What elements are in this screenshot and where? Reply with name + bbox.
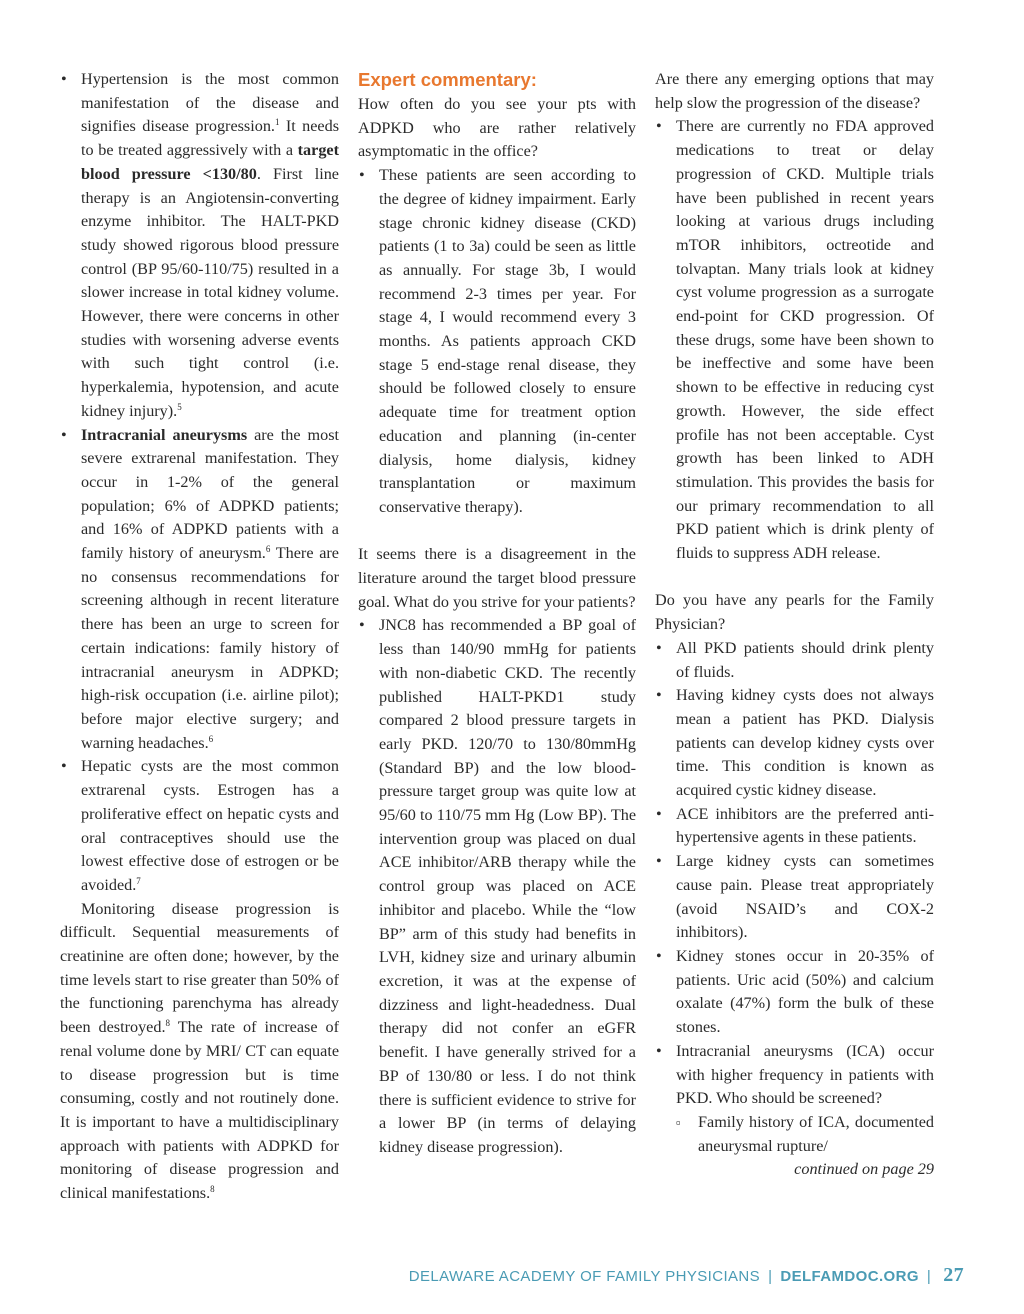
answer-list (358, 164, 636, 520)
footer-url-link[interactable]: DELFAMDOC.ORG (780, 1268, 919, 1285)
ref-marker: 1 (274, 117, 280, 128)
answer-list (655, 115, 934, 565)
pearl-item: • Large kidney cysts can sometimes cause pain. Please treat appropriately (avoid NSAID’s and COX-2 inhibitors). (655, 850, 934, 945)
pearls-list (655, 637, 934, 1158)
text: Hepatic cysts are the most common extrarenal cysts. Estrogen has a proliferative effect on hepatic cysts and oral contraceptives should use the lowest effective dose of estrogen or be avoided. (81, 757, 339, 894)
bullet-hypertension (60, 68, 339, 424)
bold-text: target blood pressure <130/80 (81, 141, 339, 183)
sub-item: ▫ Family history of ICA, documented aneurysmal rupture/ (676, 1111, 934, 1158)
page-footer (0, 1264, 964, 1287)
column-1 (60, 68, 339, 1206)
ref-marker: 8 (165, 1018, 171, 1029)
ref-marker: 7 (136, 875, 141, 886)
section-heading: Expert commentary: (358, 69, 537, 90)
pearl-item-ica (655, 1040, 934, 1159)
pearl-item: • Having kidney cysts does not always mean a patient has PKD. Dialysis patients can develop kidney cysts over time. This condition is known as acquired cystic kidney disease. (655, 684, 934, 803)
paragraph-monitoring (60, 898, 339, 1206)
question-bp-target: It seems there is a disagreement in the literature around the target blood pressure goal. What do you strive for your patients? (358, 545, 636, 611)
ref-marker: 6 (208, 733, 214, 744)
text: . First line therapy is an Angiotensin-converting enzyme inhibitor. The HALT-PKD study showed rigorous blood pressure control (BP 95/60-110/75) resulted in a slower increase in total kidney volume. However, there were concerns in other studies with worsening adverse events with such tight control (i.e. hyperkalemia, hypotension, and acute kidney injury). (81, 164, 339, 420)
text: Hypertension is the most common manifestation of the disease and signifies disease progression. (81, 70, 339, 136)
sub-list (676, 1111, 934, 1158)
page-number: 27 (943, 1264, 964, 1286)
pearl-item: • Kidney stones occur in 20-35% of patients. Uric acid (50%) and calcium oxalate (47%) form the bulk of these stones. (655, 945, 934, 1040)
column-2 (358, 68, 636, 1160)
footer-separator: | (768, 1268, 773, 1285)
text: Intracranial aneurysms (ICA) occur with higher frequency in patients with PKD. Who should be screened? (676, 1041, 934, 1108)
text: Monitoring disease progression is difficult. Sequential measurements of creatinine are often done; however, by the time levels start to rise greater than 50% of the functioning parenchyma has already been destroyed. (60, 899, 339, 1037)
text: are the most severe extrarenal manifestation. They occur in 1-2% of the general population; 6% of ADPKD patients; and 16% of ADPKD patients with a family history of aneurysm. (81, 425, 339, 563)
answer-bp-target: • JNC8 has recommended a BP goal of less than 140/90 mmHg for patients with non-diabetic CKD. The recently published HALT-PKD1 study compared 2 blood pressure targets in early PKD. 120/70 to 130/80mmHg (Standard BP) and the low blood-pressure target group was quite low at 95/60 to 110/75 mm Hg (Low BP). The intervention group was placed on dual ACE inhibitor/ARB therapy while the control group was placed on ACE inhibitor and placebo. While the “low BP” arm of this study had benefits in LVH, kidney size and urinary albumin excretion, it was at the expense of dizziness and light-headedness. Dual therapy did not confer an eGFR benefit. I have generally strived for a BP of 130/80 or less. I do not think there is sufficient evidence to strive for a lower BP (in terms of delaying kidney disease progression). (358, 614, 636, 1159)
answer-emerging-options: • There are currently no FDA approved medications to treat or delay progression of CKD. Multiple trials have been published in recent years looking at various drugs including mTOR inhibitors, octreotide and tolvaptan. Many trials look at kidney cyst volume progression as a surrogate end-point for CKD progression. Of these drugs, some have been shown to be ineffective and some have been shown to be effective in reducing cyst growth. However, the side effect profile has not been acceptable. Cyst growth has been linked to ADH stimulation. This provides the basis for our primary recommendation to all PKD patient which is drink plenty of fluids to suppress ADH release. (655, 115, 934, 565)
spacer (655, 566, 934, 590)
answer-list (358, 614, 636, 1159)
bold-text: Intracranial aneurysms (81, 425, 248, 444)
text: There are no consensus recommendations for screening although in recent literature there has been an urge to screen for certain indications: family history of intracranial aneurysm in ADPKD; high-risk occupation (i.e. airline pilot); before major elective surgery; and warning headaches. (81, 544, 339, 752)
pearl-item: • All PKD patients should drink plenty of fluids. (655, 637, 934, 684)
footer-org: DELAWARE ACADEMY OF FAMILY PHYSICIANS (408, 1268, 761, 1285)
ref-marker: 6 (265, 544, 271, 555)
bullet-intracranial-aneurysms (60, 424, 339, 756)
question-emerging-options: Are there any emerging options that may help slow the progression of the disease? (655, 70, 934, 112)
column-3 (655, 68, 934, 1182)
bullet-hepatic-cysts (60, 755, 339, 897)
question-pearls: Do you have any pearls for the Family Physician? (655, 591, 934, 634)
ref-marker: 8 (210, 1184, 215, 1195)
continued-link[interactable]: continued on page 29 (794, 1160, 934, 1179)
text: The rate of increase of renal volume done by MRI/ CT can equate to disease progression but is time consuming, costly and not routinely done. It is important to have a multidisciplinary approach with patients with ADPKD for monitoring of disease progression and clinical manifestations. (60, 1018, 339, 1203)
answer-visit-frequency: • These patients are seen according to the degree of kidney impairment. Early stage chronic kidney disease (CKD) patients (1 to 3a) could be seen as little as annually. For stage 3b, I would recommend 2-3 times per year. For stage 4, I would recommend every 3 months. As patients approach CKD stage 5 end-stage renal disease, they should be followed closely to ensure adequate time for treatment option education and planning (in-center dialysis, home dialysis, kidney transplantation or maximum conservative therapy). (358, 164, 636, 520)
question-visit-frequency: How often do you see your pts with ADPKD who are rather relatively asymptomatic in the office? (358, 95, 636, 161)
footer-separator: | (926, 1268, 932, 1285)
bullet-list-manifestations (60, 68, 339, 898)
ref-marker: 5 (177, 401, 182, 412)
text: It needs to be treated aggressively with a (81, 117, 339, 160)
pearl-item: • ACE inhibitors are the preferred anti-hypertensive agents in these patients. (655, 803, 934, 850)
spacer (358, 520, 636, 544)
